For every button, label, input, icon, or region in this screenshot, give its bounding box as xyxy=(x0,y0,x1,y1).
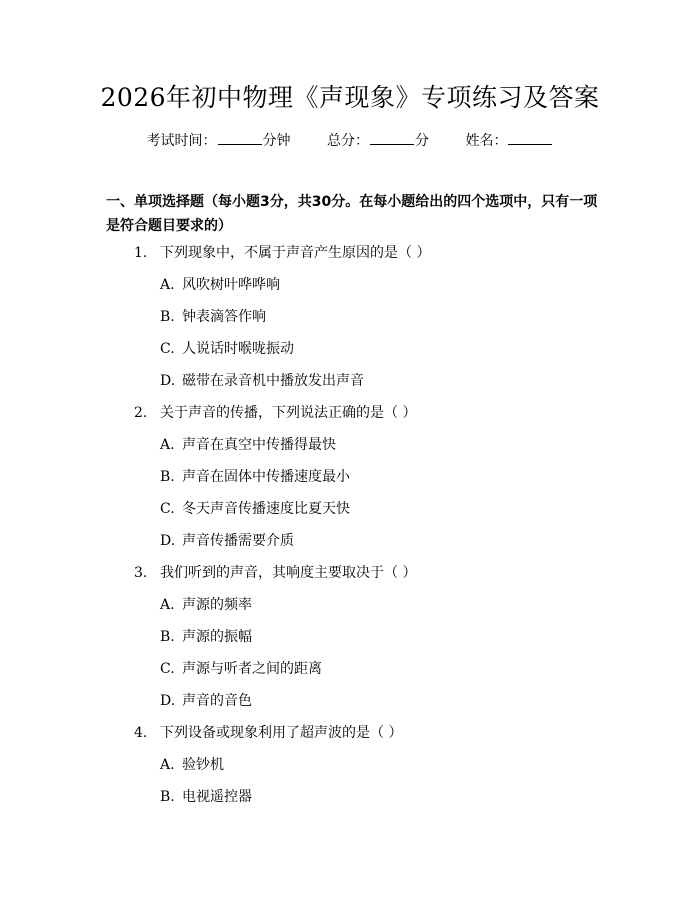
question-2-option-b xyxy=(160,467,350,487)
option-letter: B. xyxy=(160,629,175,645)
option-letter: D. xyxy=(160,693,176,709)
total-score-field xyxy=(327,133,433,149)
question-number: 2. xyxy=(134,405,148,421)
option-text: 声音传播需要介质 xyxy=(182,533,294,549)
option-letter: C. xyxy=(160,341,175,357)
option-text: 声音在固体中传播速度最小 xyxy=(182,469,350,485)
option-text: 验钞机 xyxy=(182,757,224,773)
question-3-option-d xyxy=(160,691,252,711)
total-score-unit: 分 xyxy=(415,133,429,149)
question-stem: 关于声音的传播，下列说法正确的是（ ） xyxy=(160,405,417,421)
question-4-option-a xyxy=(160,755,224,775)
option-text: 声源的振幅 xyxy=(182,629,252,645)
option-text: 冬天声音传播速度比夏天快 xyxy=(182,501,350,517)
option-text: 声音在真空中传播得最快 xyxy=(182,437,336,453)
option-letter: A. xyxy=(160,757,175,773)
question-1-option-b xyxy=(160,307,266,327)
name-label: 姓名： xyxy=(465,133,508,149)
option-letter: C. xyxy=(160,661,175,677)
option-letter: C. xyxy=(160,501,175,517)
option-letter: B. xyxy=(160,789,175,805)
question-number: 3. xyxy=(134,565,148,581)
option-letter: A. xyxy=(160,277,175,293)
total-score-label: 总分： xyxy=(327,133,369,149)
question-1-option-d xyxy=(160,371,364,391)
option-text: 电视遥控器 xyxy=(182,789,252,805)
option-text: 声音的音色 xyxy=(182,693,252,709)
question-number: 1. xyxy=(134,245,148,261)
question-2-option-c xyxy=(160,499,350,519)
question-2-option-d xyxy=(160,531,294,551)
option-text: 声源与听者之间的距离 xyxy=(182,661,322,677)
option-letter: A. xyxy=(160,437,175,453)
question-2-option-a xyxy=(160,435,336,455)
question-3-option-a xyxy=(160,595,252,615)
option-text: 钟表滴答作响 xyxy=(182,309,266,325)
option-letter: B. xyxy=(160,469,175,485)
question-3-option-c xyxy=(160,659,322,679)
question-stem: 下列设备或现象利用了超声波的是（ ） xyxy=(160,725,403,741)
total-score-blank xyxy=(370,131,414,145)
section-heading: 一、单项选择题（每小题3分，共30分。在每小题给出的四个选项中，只有一项是符合题目要求的） xyxy=(106,194,598,234)
exam-meta xyxy=(0,131,700,151)
option-letter: B. xyxy=(160,309,175,325)
name-field xyxy=(465,133,553,149)
option-letter: D. xyxy=(160,533,176,549)
name-blank xyxy=(508,131,552,145)
option-text: 磁带在录音机中播放发出声音 xyxy=(182,373,364,389)
question-4-option-b xyxy=(160,787,252,807)
exam-time-blank xyxy=(218,131,262,145)
option-text: 声源的频率 xyxy=(182,597,252,613)
option-letter: A. xyxy=(160,597,175,613)
option-text: 风吹树叶哗哗响 xyxy=(182,277,280,293)
option-letter: D. xyxy=(160,373,176,389)
question-stem: 下列现象中，不属于声音产生原因的是（ ） xyxy=(160,245,431,261)
exam-time-label: 考试时间： xyxy=(146,133,217,149)
option-text: 人说话时喉咙振动 xyxy=(182,341,294,357)
question-stem: 我们听到的声音，其响度主要取决于（ ） xyxy=(160,565,417,581)
question-3-option-b xyxy=(160,627,252,647)
question-number: 4. xyxy=(134,725,148,741)
exam-time-field xyxy=(147,133,295,149)
question-1-option-a xyxy=(160,275,280,295)
exam-time-unit: 分钟 xyxy=(262,133,291,149)
question-1-option-c xyxy=(160,339,294,359)
page-title: 2026年初中物理《声现象》专项练习及答案 xyxy=(100,83,600,112)
